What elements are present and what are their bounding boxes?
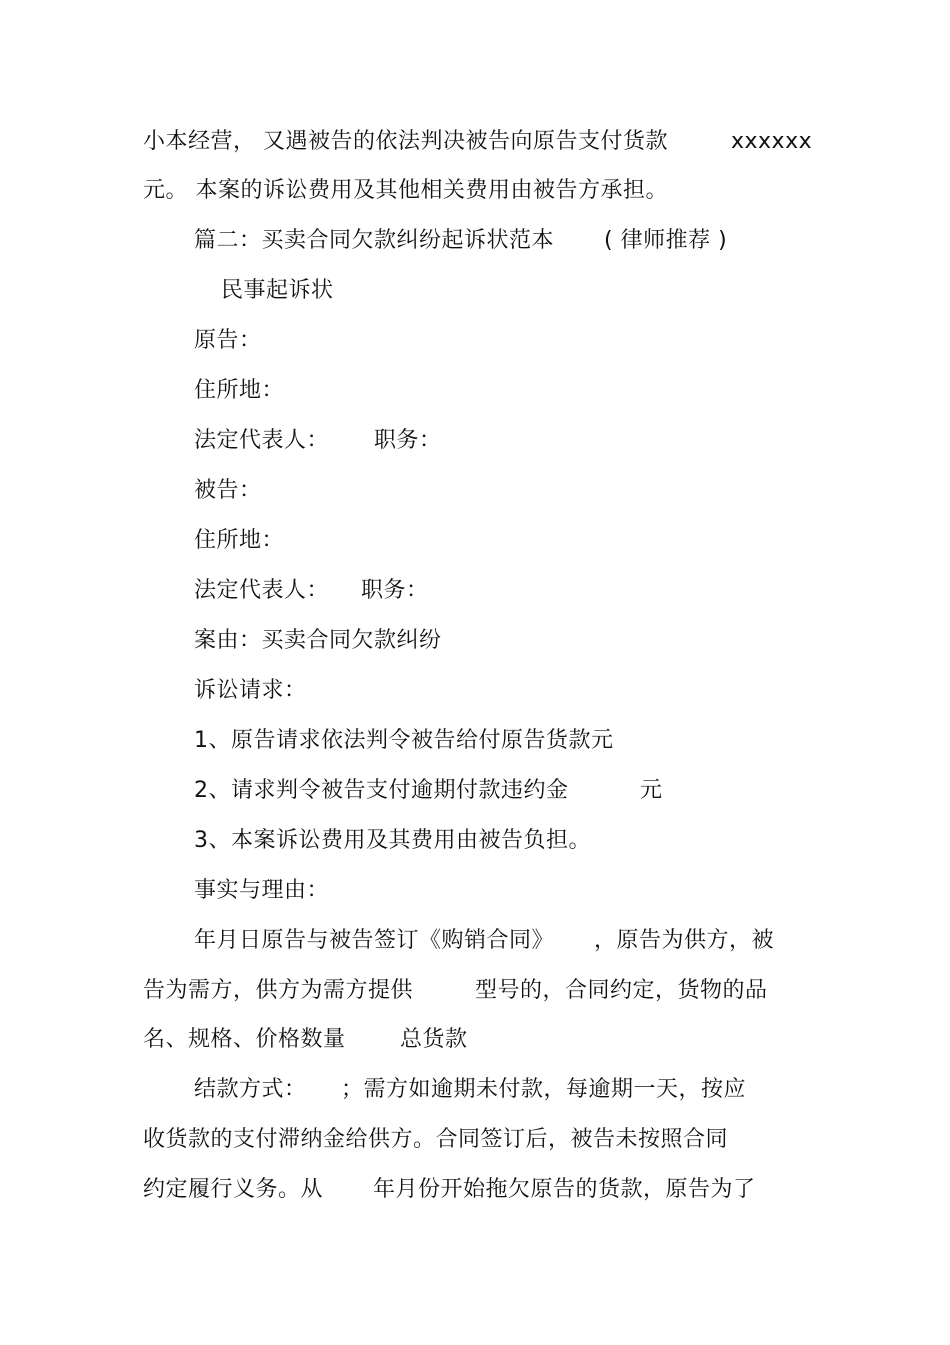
claim-item-1: 1、原告请求依法判令被告给付原告货款元 [194,728,614,753]
document-title: 民事起诉状 [221,278,334,303]
position-label: 职务： [374,428,442,453]
text-segment: ；需方如逾期未付款，每逾期一天，按应 [341,1077,747,1102]
claims-heading: 诉讼请求： [194,678,307,703]
text-segment: ，原告为供方，被 [594,928,775,953]
position-label: 职务： [361,578,429,603]
field-plaintiff: 原告： [194,328,262,353]
claim-unit: 元 [640,778,663,803]
claim-text: 2、请求判令被告支付逾期付款违约金 [194,778,569,803]
text-segment: 约定履行义务。从 [143,1177,324,1202]
text-segment: 年月份开始拖欠原告的货款，原告为了 [373,1177,756,1202]
field-plaintiff-address: 住所地： [194,378,285,403]
facts-heading: 事实与理由： [194,878,330,903]
text-segment: 名、规格、价格数量 [143,1027,346,1052]
heading-text: 篇二：买卖合同欠款纠纷起诉状范本 [194,228,555,253]
text-segment: 结款方式： [194,1077,307,1102]
heading-note: ( 律师推荐 ) [604,228,728,253]
paragraph-line: 元。 本案的诉讼费用及其他相关费用由被告方承担。 [143,178,668,203]
amount-placeholder: xxxxxx [731,129,813,154]
field-defendant: 被告： [194,478,262,503]
field-defendant-address: 住所地： [194,528,285,553]
text-segment: 告为需方，供方为需方提供 [143,978,414,1003]
representative-label: 法定代表人： [194,428,330,453]
text-segment: 总货款 [400,1027,468,1052]
representative-label: 法定代表人： [194,578,330,603]
text-segment: 年月日原告与被告签订《购销合同》 [194,928,555,953]
paragraph-line: 收货款的支付滞纳金给供方。合同签订后，被告未按照合同 [143,1127,729,1152]
text-segment: 型号的，合同约定，货物的品 [475,978,768,1003]
text-segment: 小本经营， 又遇被告的依法判决被告向原告支付货款 [143,129,668,154]
field-case-cause: 案由：买卖合同欠款纠纷 [194,628,442,653]
claim-item-3: 3、本案诉讼费用及其费用由被告负担。 [194,828,591,853]
